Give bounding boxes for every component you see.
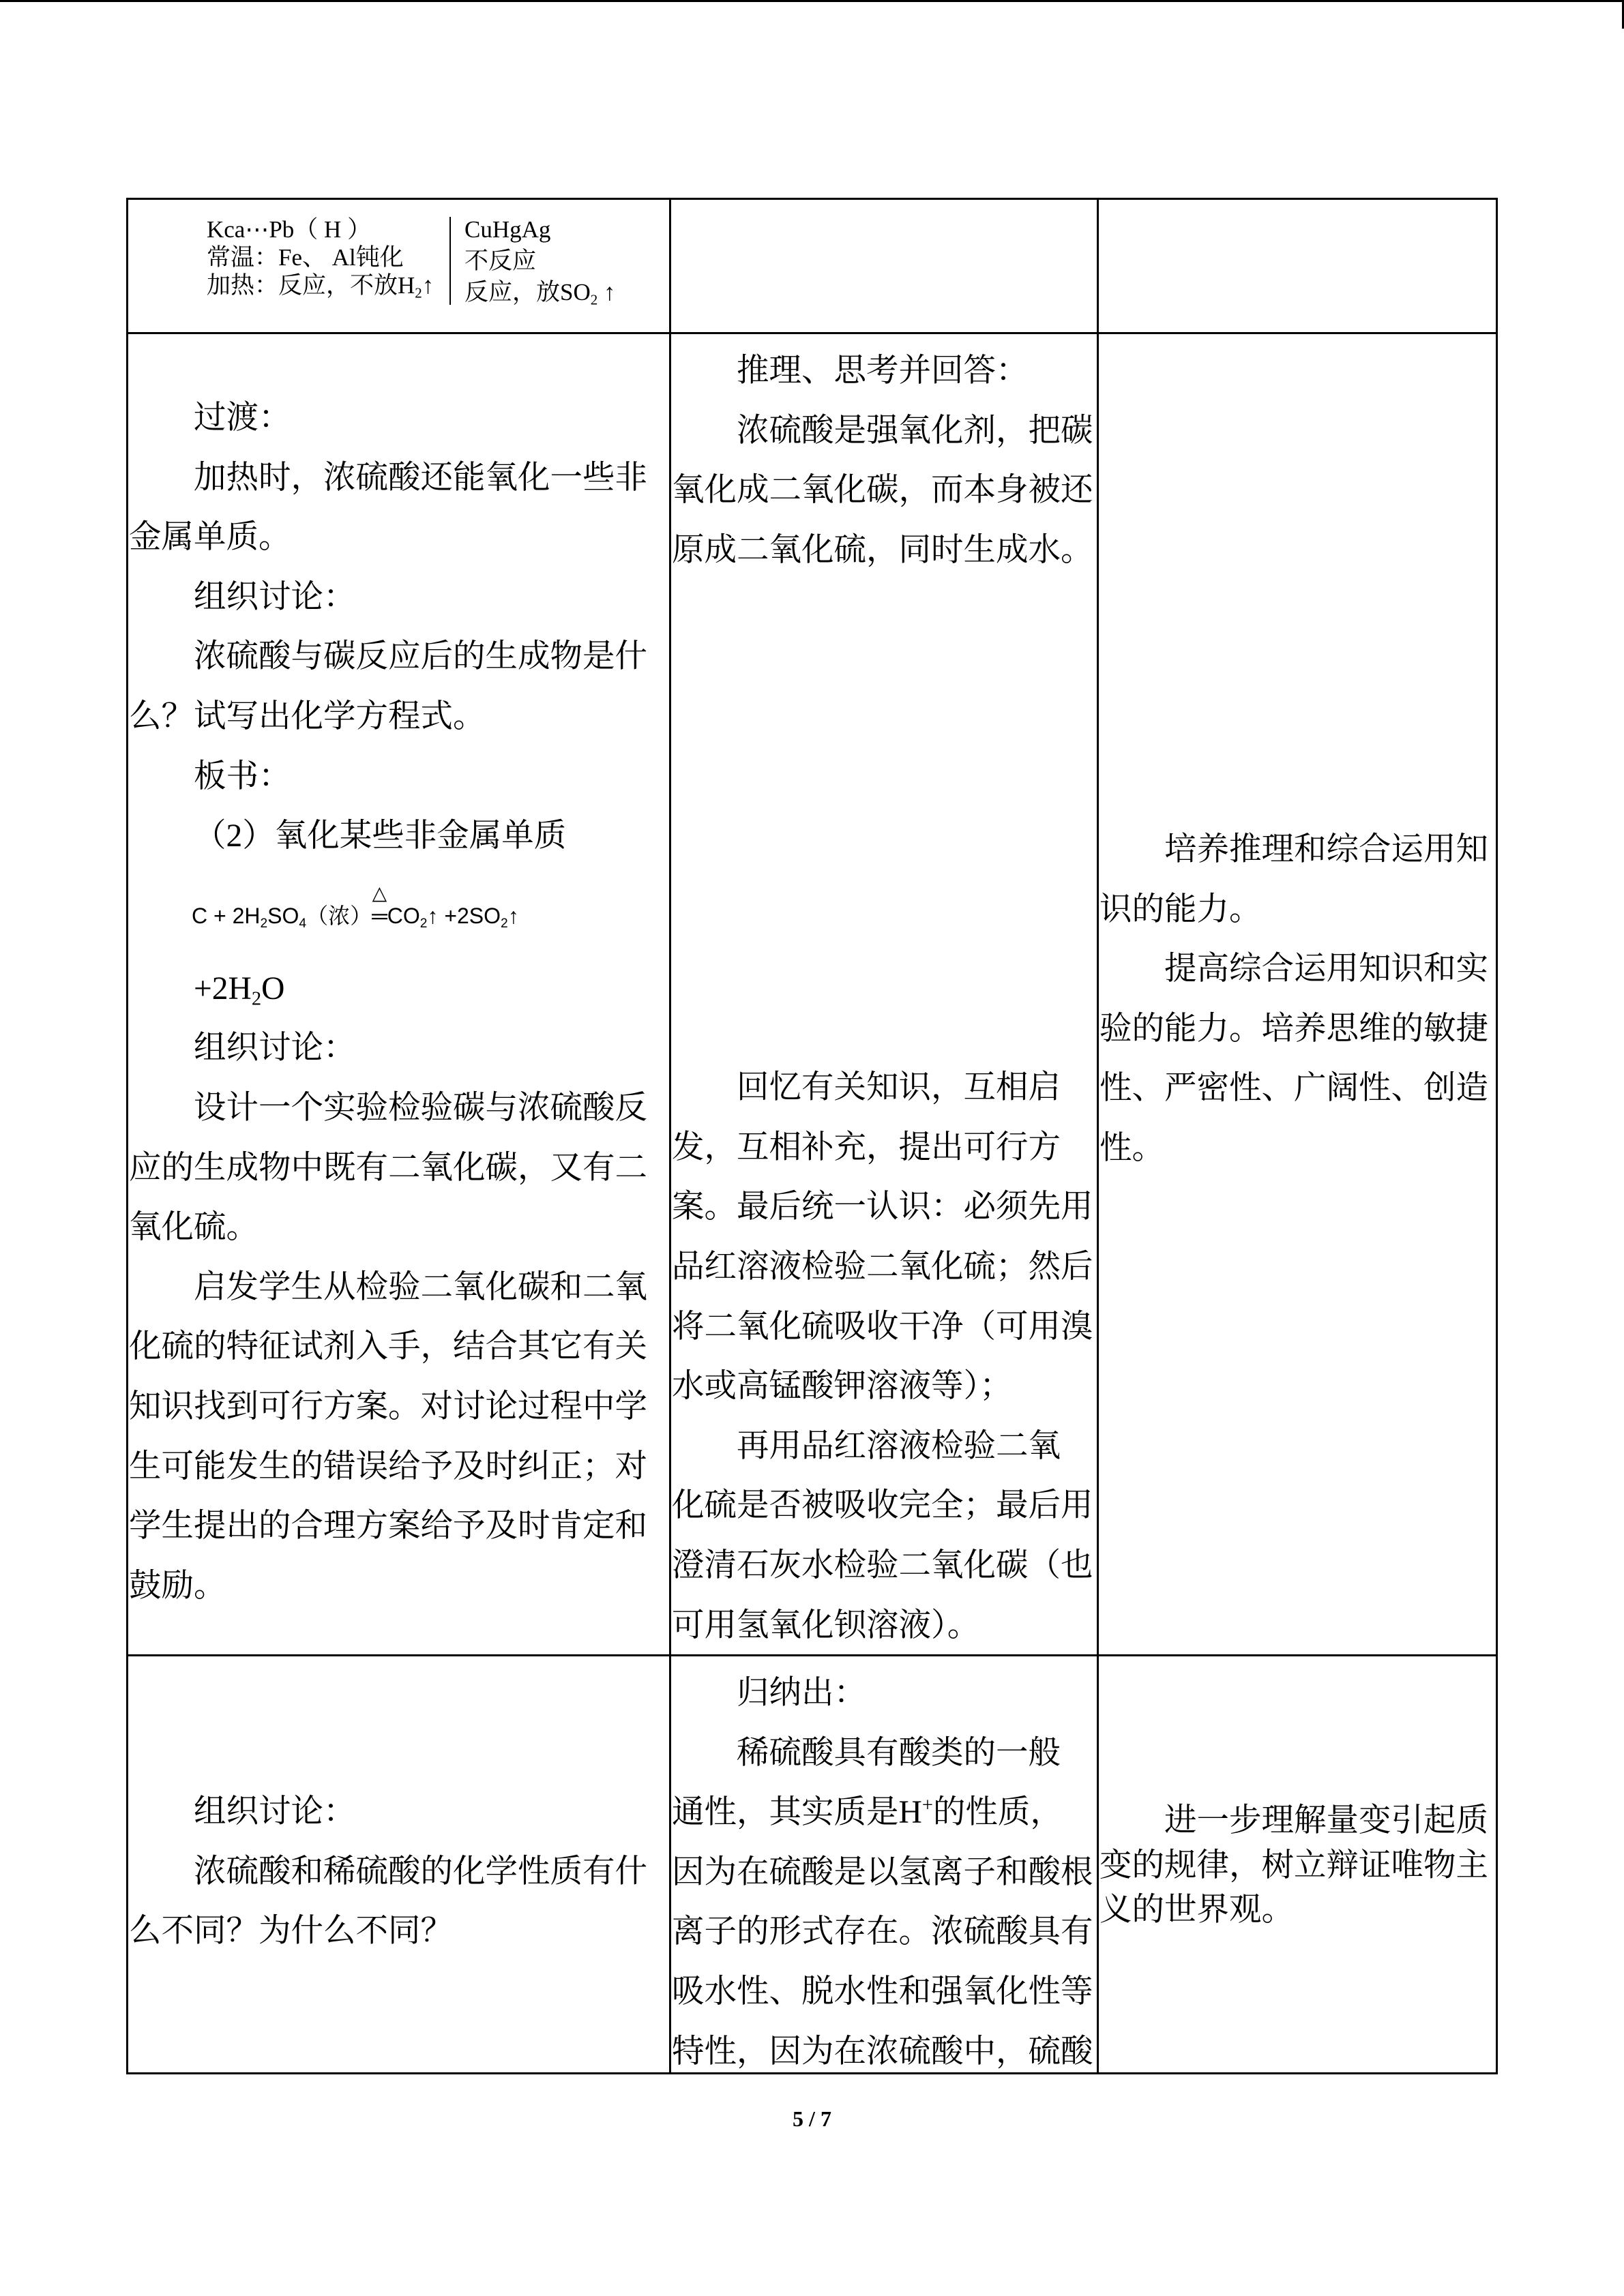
equation-continuation xyxy=(128,959,669,1019)
equation-part: +2H xyxy=(194,970,252,1007)
table-border-right xyxy=(1496,198,1498,2074)
subscript: 2 xyxy=(415,284,422,301)
table-cell-design-purpose xyxy=(1099,200,1496,332)
reactivity-diagram-inactive-metals xyxy=(464,214,616,308)
table-cell-student-activity xyxy=(671,200,1097,332)
board-heading: （2）氧化某些非金属单质 xyxy=(194,818,567,854)
chemical-equation xyxy=(128,867,669,959)
text-line: 案。最后统一认识：必须先用 xyxy=(672,1189,1093,1225)
diagram-separator xyxy=(449,217,451,305)
text-line: 提高综合运用知识和实 xyxy=(1164,951,1488,987)
discussion-label: 组织讨论： xyxy=(194,1030,356,1067)
text-line: 特性，因为在浓硫酸中，硫酸 xyxy=(672,2033,1093,2070)
table-cell-student-activity xyxy=(671,334,1097,1654)
equation-part: ↑ +2SO xyxy=(427,903,501,928)
text-line: 性。 xyxy=(1099,1130,1164,1166)
text-line: 浓硫酸和稀硫酸的化学性质有什 xyxy=(194,1853,647,1890)
text-line xyxy=(671,1783,1097,1843)
equation-part: CO xyxy=(387,903,420,928)
subscript: 2 xyxy=(260,916,268,931)
board-label: 板书： xyxy=(194,758,291,794)
text-line: 鼓励。 xyxy=(129,1568,226,1604)
text-line: 化硫是否被吸收完全；最后用 xyxy=(672,1488,1093,1524)
text-line: 稀硫酸具有酸类的一般 xyxy=(737,1735,1061,1771)
text-line: 可用氢氧化钡溶液）。 xyxy=(672,1607,980,1643)
metal-series-label: CuHgAg xyxy=(464,216,551,243)
subscript: 2 xyxy=(501,916,508,931)
text-line: 启发学生从检验二氧化碳和二氧 xyxy=(194,1269,647,1305)
blank-space xyxy=(671,580,1097,1058)
equation-part: O xyxy=(261,970,285,1007)
text-line: 加热时，浓硫酸还能氧化一些非 xyxy=(194,460,647,496)
table-cell-teacher-activity xyxy=(128,334,669,1654)
text-line: 义的世界观。 xyxy=(1099,1892,1294,1928)
text-line: 氧化硫。 xyxy=(129,1210,259,1246)
text-line: 原成二氧化硫，同时生成水。 xyxy=(672,532,1093,568)
heating-note xyxy=(464,277,616,308)
text-line: 学生提出的合理方案给予及时肯定和 xyxy=(129,1508,647,1545)
room-temperature-note: 不反应 xyxy=(464,248,537,274)
text-line: 浓硫酸与碳反应后的生成物是什 xyxy=(194,639,647,675)
text-line: 发，互相补充，提出可行方 xyxy=(672,1129,1061,1165)
subscript: 2 xyxy=(251,988,262,1010)
text-line: 知识找到可行方案。对讨论过程中学 xyxy=(129,1388,647,1425)
text-line: 么不同？为什么不同？ xyxy=(129,1913,453,1950)
superscript: + xyxy=(921,1795,933,1817)
equals-sign: ═ xyxy=(372,903,387,928)
text-line: 浓硫酸是强氧化剂，把碳 xyxy=(737,413,1093,449)
room-temperature-note: 常温：Fe、 Al钝化 xyxy=(207,244,404,271)
text-line: 因为在硫酸是以氢离子和酸根 xyxy=(672,1854,1093,1890)
text-line: 回忆有关知识，互相启 xyxy=(737,1070,1061,1106)
gas-arrow: ↑ xyxy=(507,903,519,928)
text-line: 水或高锰酸钾溶液等）； xyxy=(672,1369,1012,1405)
subscript: 2 xyxy=(419,916,428,931)
page-border-top xyxy=(0,0,1624,2)
text-line: 氧化成二氧化碳，而本身被还 xyxy=(672,473,1093,509)
equation-medium: （浓） xyxy=(306,903,372,928)
text-line: 澄清石灰水检验二氧化碳（也 xyxy=(672,1547,1093,1583)
gas-arrow: ↑ xyxy=(597,279,616,305)
reasoning-label: 推理、思考并回答： xyxy=(737,353,1029,389)
transition-label: 过渡： xyxy=(194,400,291,436)
discussion-label: 组织讨论： xyxy=(194,1794,356,1830)
text-line: 培养推理和综合运用知 xyxy=(1164,832,1488,867)
text-line: 将二氧化硫吸收干净（可用溴 xyxy=(672,1309,1093,1345)
reactivity-diagram-active-metals xyxy=(207,215,434,299)
heating-note-text: 加热：反应，不放H xyxy=(207,272,415,299)
text-line: 生可能发生的错误给予及时纠正；对 xyxy=(129,1448,647,1485)
subscript: 4 xyxy=(299,916,307,931)
table-cell-design-purpose xyxy=(1099,334,1496,1654)
text-line: 离子的形式存在。浓硫酸具有 xyxy=(672,1914,1093,1950)
text-line: 金属单质。 xyxy=(129,520,291,556)
heating-note-text: 反应，放SO xyxy=(464,279,591,305)
equation-part: SO xyxy=(267,903,299,928)
text-line: 么？试写出化学方程式。 xyxy=(129,698,486,734)
text-line: 识的能力。 xyxy=(1099,891,1262,927)
text-part: 通性，其实质是H xyxy=(672,1795,922,1831)
table-cell-student-activity xyxy=(671,1656,1097,2072)
discussion-label: 组织讨论： xyxy=(194,579,356,615)
text-line: 进一步理解量变引起质 xyxy=(1164,1803,1488,1838)
gas-arrow: ↑ xyxy=(422,272,434,299)
heating-triangle-icon: △ xyxy=(372,882,387,904)
page-number: 5 / 7 xyxy=(793,2106,831,2131)
text-line: 品红溶液检验二氧化硫；然后 xyxy=(672,1249,1093,1285)
metal-series-label: Kca⋯Pb（ H ） xyxy=(207,216,372,243)
text-line: 性、严密性、广阔性、创造 xyxy=(1099,1071,1488,1107)
text-line: 变的规律，树立辩证唯物主 xyxy=(1099,1847,1488,1883)
text-line: 验的能力。培养思维的敏捷 xyxy=(1099,1011,1488,1047)
text-line: 吸水性、脱水性和强氧化性等 xyxy=(672,1973,1093,2010)
heating-note xyxy=(207,271,434,299)
reaction-condition xyxy=(372,882,387,929)
text-line: 再用品红溶液检验二氧 xyxy=(737,1428,1061,1464)
table-cell-design-purpose xyxy=(1099,1656,1496,2072)
text-line: 化硫的特征试剂入手，结合其它有关 xyxy=(129,1329,647,1365)
equation-part: C + 2H xyxy=(192,903,261,928)
table-cell-teacher-activity xyxy=(128,200,669,332)
table-cell-teacher-activity xyxy=(128,1656,669,2072)
summary-label: 归纳出： xyxy=(737,1675,866,1711)
text-line: 设计一个实验检验碳与浓硫酸反 xyxy=(194,1090,647,1126)
text-part: 的性质， xyxy=(932,1795,1063,1831)
text-line: 应的生成物中既有二氧化碳，又有二 xyxy=(129,1150,647,1186)
subscript: 2 xyxy=(590,291,598,308)
